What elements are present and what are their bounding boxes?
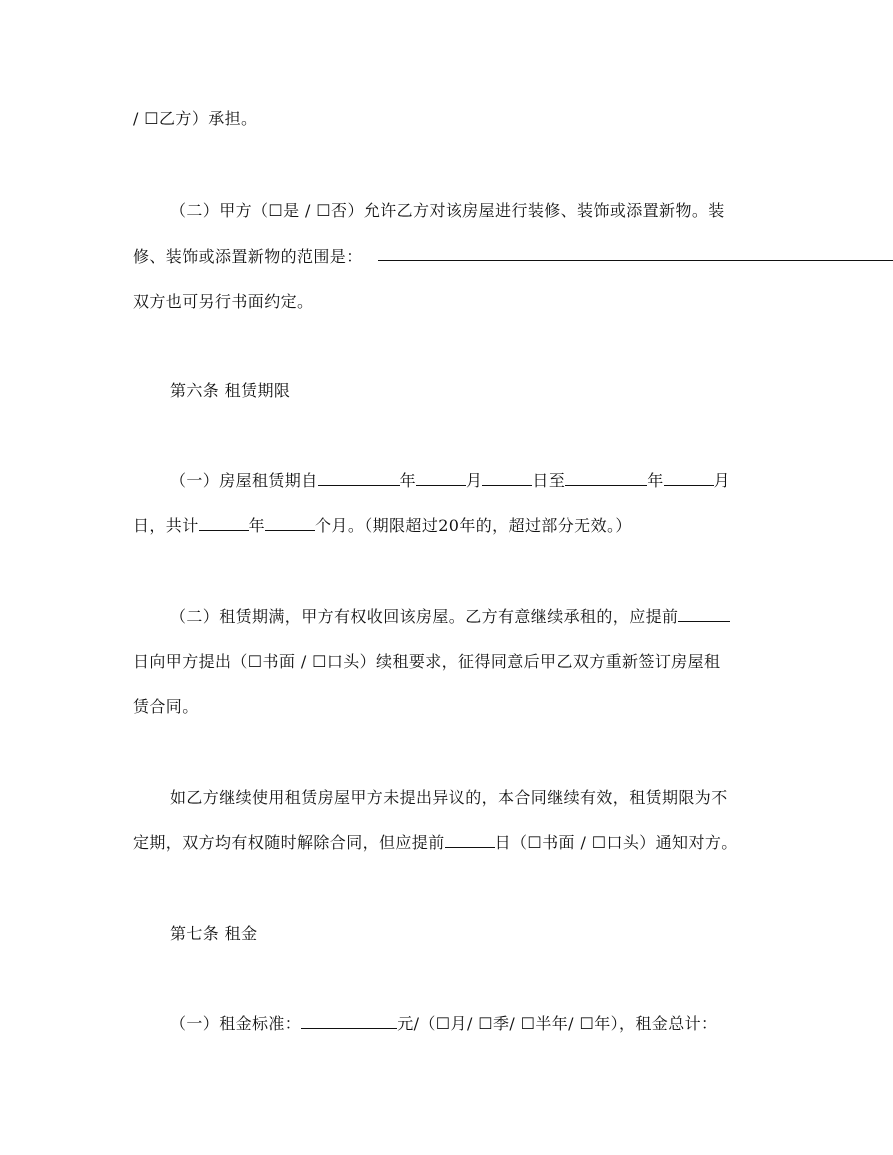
clause-text: 元/（☐月/ ☐季/ ☐半年/ ☐年），租金总计： — [397, 1014, 718, 1033]
clause-text: （二）租赁期满，甲方有权收回该房屋。乙方有意继续承租的，应提前 — [170, 607, 679, 626]
blank-start-year[interactable] — [318, 471, 400, 486]
clause-text: 日（☐书面 / ☐口头）通知对方。 — [494, 833, 738, 852]
blank-start-day[interactable] — [482, 471, 532, 486]
clause-6-3-line-1 — [170, 787, 728, 809]
clause-6-1-line-2 — [133, 515, 632, 537]
blank-end-year[interactable] — [565, 471, 647, 486]
blank-end-month[interactable] — [664, 471, 714, 486]
blank-total-years[interactable] — [199, 516, 249, 531]
clause-5-2-line-3 — [133, 291, 313, 313]
blank-rent-amount[interactable] — [301, 1014, 397, 1029]
clause-text: 日至 — [532, 471, 566, 490]
clause-text: 日向甲方提出（☐书面 / ☐口头）续租要求，征得同意后甲乙双方重新签订房屋租 — [133, 652, 721, 671]
clause-6-2-line-3 — [133, 696, 199, 718]
clause-6-2-line-2 — [133, 651, 720, 673]
clause-5-2-line-1 — [170, 200, 725, 222]
clause-text: 月 — [713, 471, 731, 490]
clause-text: 双方也可另行书面约定。 — [133, 292, 314, 311]
heading-text: 第七条 租金 — [170, 924, 258, 943]
clause-6-3-line-2 — [133, 832, 738, 854]
clause-6-1-line-1 — [170, 470, 730, 492]
blank-start-month[interactable] — [416, 471, 466, 486]
clause-text: 定期，双方均有权随时解除合同，但应提前 — [133, 833, 445, 852]
text-line — [133, 108, 257, 130]
clause-6-2-line-1 — [170, 606, 730, 628]
clause-text: 年 — [647, 471, 664, 490]
clause-text: 年 — [399, 471, 417, 490]
clause-7-1-line-1 — [170, 1013, 717, 1035]
clause-text: 年 — [248, 516, 266, 535]
clause-text: （一）房屋租赁期自 — [170, 471, 318, 490]
blank-field-decoration-scope[interactable] — [378, 260, 893, 261]
clause-text: 个月。（期限超过20年的，超过部分无效。） — [315, 516, 632, 535]
blank-renewal-notice-days[interactable] — [678, 607, 730, 622]
clause-text: 修、装饰或添置新物的范围是： — [133, 247, 363, 266]
article-7-heading — [170, 923, 258, 945]
blank-total-months[interactable] — [265, 516, 315, 531]
article-6-heading — [170, 380, 290, 402]
clause-text: 月 — [466, 471, 483, 490]
heading-text: 第六条 租赁期限 — [170, 381, 291, 400]
clause-text: 如乙方继续使用租赁房屋甲方未提出异议的，本合同继续有效，租赁期限为不 — [170, 788, 728, 807]
clause-text: （二）甲方（☐是 / ☐否）允许乙方对该房屋进行装修、装饰或添置新物。装 — [170, 201, 725, 220]
clause-text: 日，共计 — [133, 516, 199, 535]
clause-text: （一）租金标准： — [170, 1014, 302, 1033]
blank-termination-notice-days[interactable] — [445, 833, 495, 848]
clause-text: 赁合同。 — [133, 697, 199, 716]
continued-text: / ☐乙方）承担。 — [133, 109, 258, 128]
clause-5-2-line-2 — [133, 246, 363, 268]
